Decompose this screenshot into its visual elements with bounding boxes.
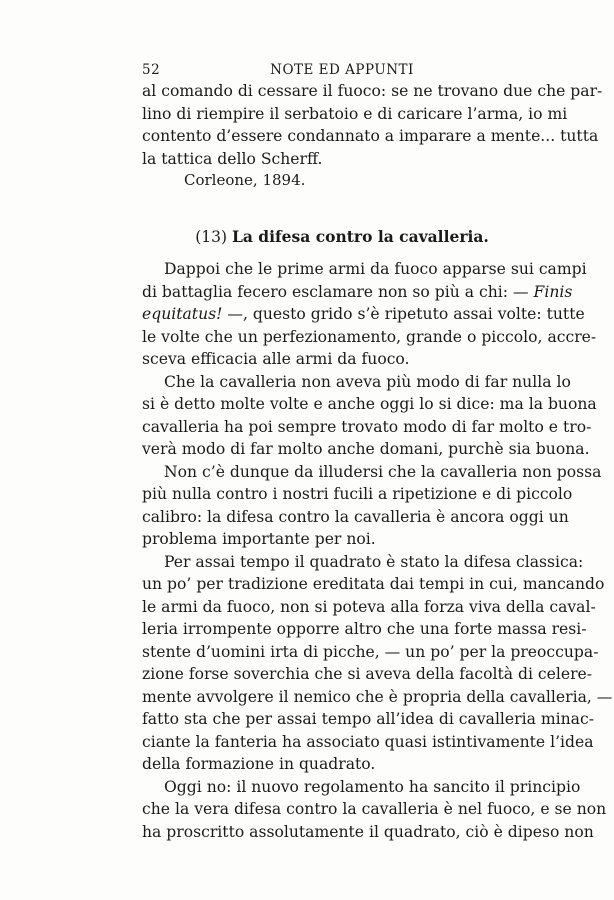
- text-line: Per assai tempo il quadrato è stato la difesa classica:: [164, 552, 584, 571]
- text-line: di battaglia fecero esclamare non so più a chi: — Finis: [142, 282, 573, 301]
- text-line: al comando di cessare il fuoco: se ne trovano due che par-: [142, 82, 603, 100]
- text-line: Non c’è dunque da illudersi che la cavalleria non possa: [164, 462, 602, 481]
- latin-phrase: Finis: [533, 282, 573, 301]
- text-line: più nulla contro i nostri fucili a ripetizione e di piccolo: [142, 485, 573, 503]
- text-line: contento d’essere condannato a imparare a mente... tutta: [142, 127, 599, 145]
- section-heading: [142, 227, 542, 246]
- text-line: stente d’uomini irta di picche, — un po’ per la preoccupa-: [142, 642, 599, 661]
- page-number: 52: [142, 62, 161, 78]
- text-line: ciante la fanteria ha associato quasi istintivamente l’idea: [142, 732, 594, 751]
- signature: Corleone, 1894.: [184, 171, 306, 189]
- text-line: lino di riempire il serbatoio e di caricare l’arma, io mi: [142, 104, 568, 123]
- text-line: fatto sta che per assai tempo all’idea di cavalleria minac-: [142, 710, 594, 728]
- text-line: Dappoi che le prime armi da fuoco apparse sui campi: [164, 260, 587, 278]
- section-title: La difesa contro la cavalleria.: [231, 227, 489, 246]
- text-line: calibro: la difesa contro la cavalleria è ancora oggi un: [142, 507, 569, 526]
- text-line: le armi da fuoco, non si poteva alla forza viva della caval-: [142, 597, 596, 616]
- text-line: cavalleria ha poi sempre trovato modo di far molto e tro-: [142, 417, 592, 436]
- text-line: le volte che un perfezionamento, grande o piccolo, accre-: [142, 327, 597, 346]
- text-line: che la vera difesa contro la cavalleria è nel fuoco, e se non: [142, 800, 607, 818]
- text-line: verà modo di far molto anche domani, purchè sia buona.: [142, 440, 590, 458]
- text-line: sceva efficacia alle armi da fuoco.: [142, 350, 410, 368]
- text-line: della formazione in quadrato.: [142, 755, 376, 773]
- text-line: equitatus! —, questo grido s’è ripetuto assai volte: tutte: [142, 305, 585, 323]
- top-paragraph: [142, 80, 603, 170]
- running-title: NOTE ED APPUNTI: [270, 62, 414, 78]
- text-line: ha proscritto assolutamente il quadrato, ciò è dipeso non: [142, 822, 594, 841]
- body-text: [142, 258, 613, 843]
- text-line: Che la cavalleria non aveva più modo di far nulla lo: [164, 372, 571, 391]
- text-line: leria irrompente opporre altro che una forte massa resi-: [142, 620, 587, 638]
- text-line: mente avvolgere il nemico che è propria della cavalleria, —: [142, 687, 613, 706]
- text-line: la tattica dello Scherff.: [142, 149, 323, 168]
- section-number: (13): [195, 228, 228, 246]
- text-line: un po’ per tradizione ereditata dai tempi in cui, mancando: [142, 575, 605, 593]
- text-line: Oggi no: il nuovo regolamento ha sancito il principio: [164, 777, 581, 796]
- text-line: zione forse soverchia che si aveva della facoltà di celere-: [142, 665, 593, 683]
- text-line: si è detto molte volte e anche oggi lo si dice: ma la buona: [142, 395, 597, 413]
- text-line: problema importante per noi.: [142, 530, 376, 548]
- latin-phrase: equitatus!: [142, 305, 223, 323]
